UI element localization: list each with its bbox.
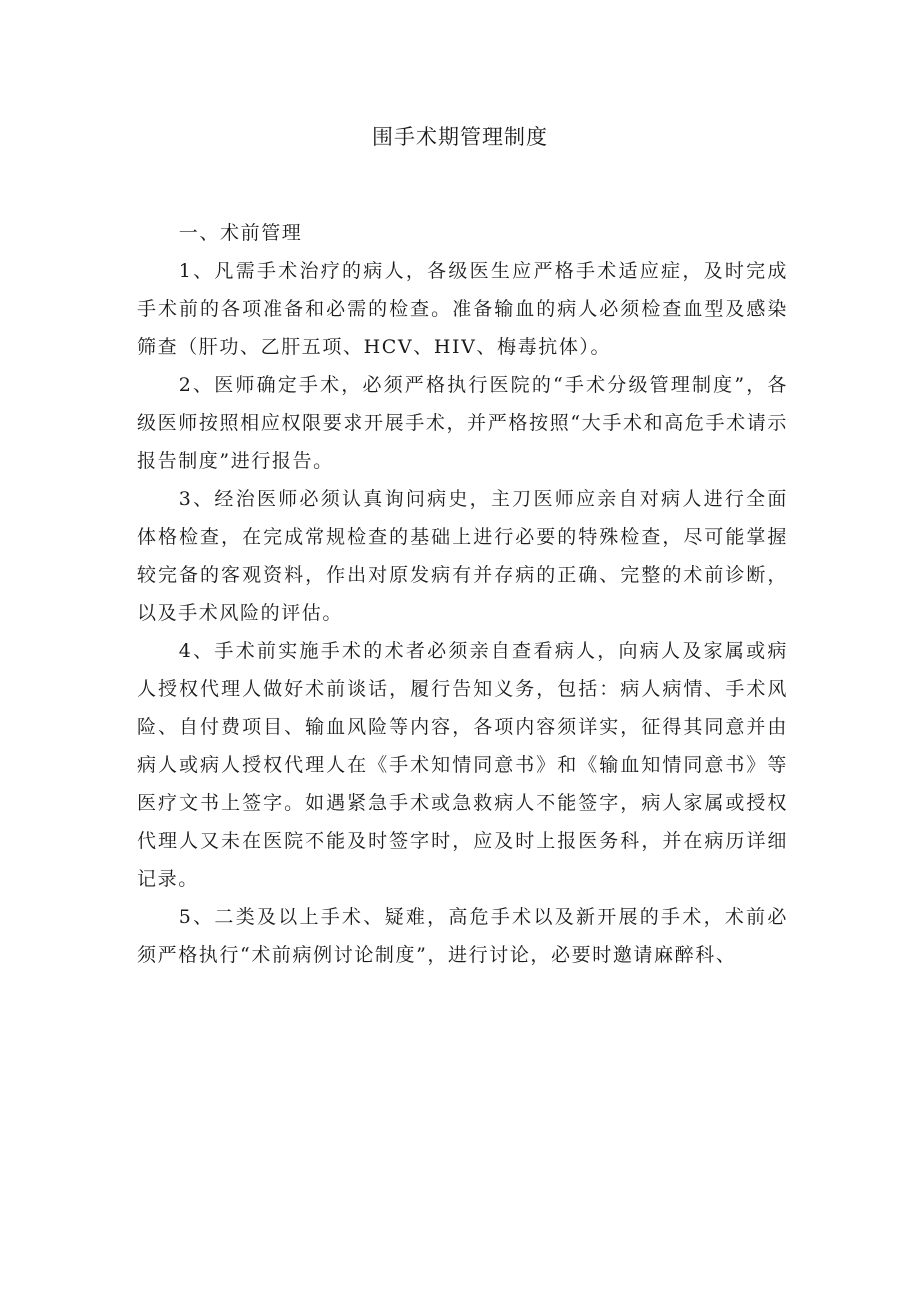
paragraph-4: 4、手术前实施手术的术者必须亲自查看病人，向病人及家属或病人授权代理人做好术前谈话，履行告知义务，包括：病人病情、手术风险、自付费项目、输血风险等内容，各项内容须详实，征得其同意并由病人或病人授权代理人在《手术知情同意书》和《输血知情同意书》等医疗文书上签字。如遇紧急手术或急救病人不能签字，病人家属或授权代理人又未在医院不能及时签字时，应及时上报医务科，并在病历详细记录。 bbox=[137, 640, 788, 890]
document-body bbox=[137, 214, 788, 974]
section-heading: 一、术前管理 bbox=[178, 222, 303, 244]
paragraph-2: 2、医师确定手术，必须严格执行医院的“手术分级管理制度”，各级医师按照相应权限要求开展手术，并严格按照“大手术和高危手术请示报告制度”进行报告。 bbox=[137, 374, 788, 472]
paragraph-1: 1、凡需手术治疗的病人，各级医生应严格手术适应症，及时完成手术前的各项准备和必需的检查。准备输血的病人必须检查血型及感染筛查（肝功、乙肝五项、HCV、HIV、梅毒抗体）。 bbox=[137, 260, 788, 358]
paragraph-5: 5、二类及以上手术、疑难，高危手术以及新开展的手术，术前必须严格执行“术前病例讨论制度”，进行讨论，必要时邀请麻醉科、 bbox=[137, 906, 788, 966]
document-title: 围手术期管理制度 bbox=[372, 125, 548, 149]
paragraph-3: 3、经治医师必须认真询问病史，主刀医师应亲自对病人进行全面体格检查，在完成常规检查的基础上进行必要的特殊检查，尽可能掌握较完备的客观资料，作出对原发病有并存病的正确、完整的术前诊断，以及手术风险的评估。 bbox=[137, 488, 788, 624]
